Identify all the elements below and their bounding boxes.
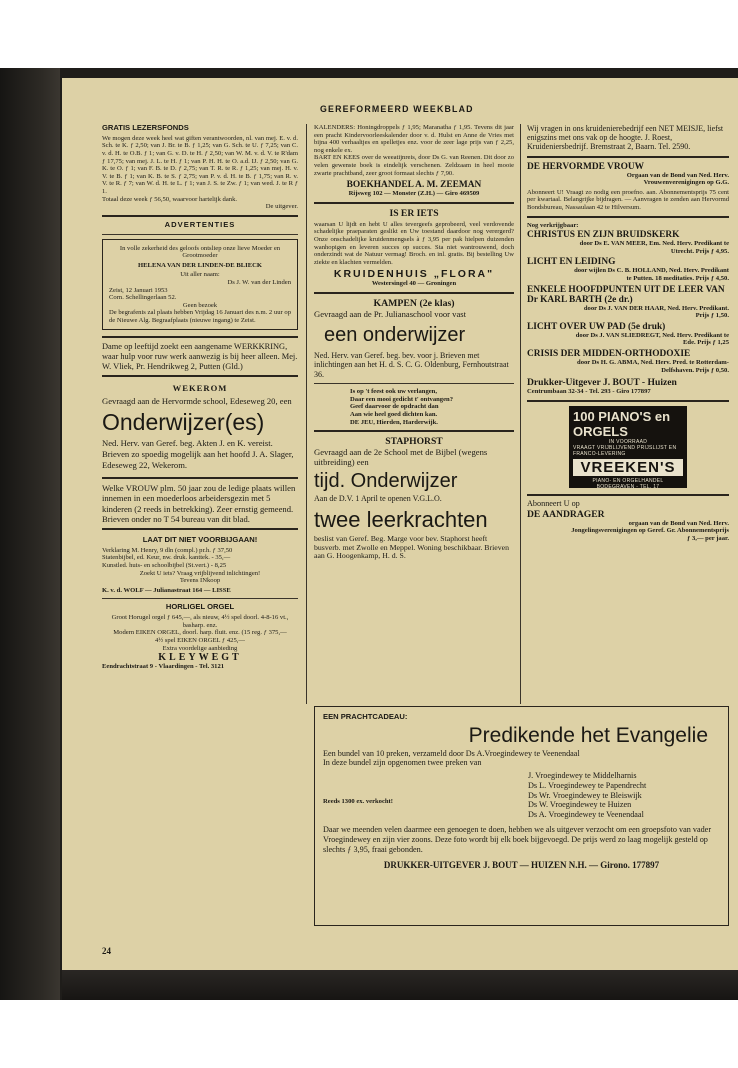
zeeman-name: BOEKHANDEL A. M. ZEEMAN	[346, 180, 482, 191]
iets-title: IS ER IETS	[389, 207, 439, 219]
divider	[102, 234, 298, 235]
laat-foot: K. v. d. WOLF — Julianastraat 164 — LISSE	[102, 586, 231, 594]
book-title: CRISIS DER MIDDEN-ORTHODOXIE	[527, 348, 691, 359]
laat-l1: Verklaring M. Henry, 9 dln (compl.) pr.h. ƒ 37,50	[102, 546, 233, 554]
feest-l2: Daar een mooi gedicht t' ontvangen?	[350, 395, 453, 403]
preacher-item: Ds L. Vroegindewey te Papendrecht	[528, 780, 647, 790]
orgel-addr: Eendrachtstraat 9 - Vlaardingen - Tel. 3121	[102, 663, 225, 671]
column-1	[102, 124, 298, 944]
death-burial: De begrafenis zal plaats hebben Vrijdag 16 Januari des n.m. 2 uur op de Nieuwe Alg. Begraafplaats (nieuwe ingang) te Zeist.	[109, 309, 291, 324]
book-item	[527, 230, 729, 255]
book-desc: door Ds E. VAN MEER, Em. Ned. Herv. Predikant te Utrecht. Prijs ƒ 4,95.	[579, 240, 729, 255]
orgel-l1: Groot Horugel orgel ƒ 645,—, als nieuw, 4½ spel doorl. 4-8-16 vt., basharp. enz.	[111, 614, 289, 629]
iets-body: waarsan U lijdt en hebt U alles tevergeefs geprobeerd, veel verdovende schadelijke praeparaten geslikt en Uw toestand daardoor nog verergerd? Onze onschadelijke kruidenmengsels à ƒ 3,95 per pak hielpen duizenden wanhopigen en leveren succes op succes. Sta niet wantrouwend, doch onderzindt wat de Natuur vermag! Broch. en inl. gratis. Bij bestelling Uw ziekte en klachten vermelden.	[314, 220, 514, 266]
staphorst-title: STAPHORST	[385, 436, 443, 448]
book-title: CHRISTUS EN ZIJN BRUIDSKERK	[527, 230, 680, 241]
piano-l4: PIANO- EN ORGELHANDEL	[592, 477, 664, 484]
aandrager-body: orgaan van de Bond van Ned. Herv. Jongelingsverenigingen op Geref. Gr. Abonnementsprijs ƒ 3,— per jaar.	[571, 519, 729, 542]
staphorst-body: beslist van Geref. Beg. Marge voor bev. Staphorst heeft busverb. met Zwolle en Meppel. Woning beschikbaar. Brieven aan G. Hoogenkamp, H. d. S.	[314, 533, 509, 561]
orgel-l3: 4½ spel EIKEN ORGEL ƒ 425,—	[154, 637, 246, 644]
feest-l3: Geef daarvoor de opdracht dan	[350, 403, 439, 411]
staphorst-big2: twee leerkrachten	[314, 506, 488, 532]
divider	[314, 202, 514, 204]
death-intro: In volle zekerheid des geloofs ontsliep onze lieve Moeder en Grootmoeder	[119, 244, 281, 260]
piano-name: VREEKEN'S	[573, 459, 683, 476]
piano-l2: IN VOORRAAD	[608, 438, 648, 445]
vrouw-sub: Orgaan van de Bond van Ned. Herv. Vrouwenverenigingen op G.G.	[626, 171, 729, 187]
gratis-title: GRATIS LEZERSFONDS	[102, 124, 189, 132]
divider	[102, 336, 298, 338]
book-title: ENKELE HOOFDPUNTEN UIT DE LEER VAN Dr KARL BARTH (2e dr.)	[527, 284, 725, 305]
aandrager-lead: Abonneert U op	[527, 498, 580, 508]
preacher-item: Ds Wr. Vroegindewey te Bleiswijk	[528, 790, 642, 800]
bart-ad: BART EN KEES over de weeatijnreis, door Ds G. van Reenen. Dit door zo velen gewenste boek is eindelijk verschenen. Zeldzaam in heel mooie zwarte prachtband, zeer groot formaat slechts ƒ 7,90.	[314, 154, 514, 177]
wide-sold-wrap	[323, 771, 528, 819]
feest-l5: DE JEU, Hierden, Harderwijk.	[350, 418, 438, 426]
wide-lead: EEN PRACHTCADEAU:	[323, 712, 408, 721]
page-number: 24	[102, 946, 111, 956]
kampen-title: KAMPEN (2e klas)	[373, 297, 455, 309]
divider	[102, 375, 298, 377]
death-visit: Geen bezoek	[182, 301, 218, 309]
book-desc: door Ds H. G. ABMA, Ned. Herv. Pred. te Rotterdam-Delfshaven. Prijs ƒ 0,50.	[577, 358, 729, 374]
preacher-item: Ds W. Vroegindewey te Huizen	[528, 800, 632, 810]
column-divider-2	[520, 124, 521, 704]
preacher-item: Ds A. Vroegindewey te Veenendaal	[528, 809, 644, 819]
laat-l3: Kunstled. huis- en schoolbijbel (St.vert.) - 8,25	[102, 562, 227, 570]
vrouw-body: Abonneert U! Vraagt zo nodig een proefno. aan. Abonnementsprijs 75 cent per kwartaal. Belangrijke bijdragen. — Aanvragen te zenden aan Hervormd Bondsbureau, Nassaulaan 42 te Hilversum.	[527, 188, 729, 211]
dame-ad: Dame op leeftijd zoekt een aangename WERKKRING, waar hulp voor ruw werk aanwezig is bij heer alleen. Mej. W. Vliek, Pr. Hendrikweg 2, Putten (Gld.)	[102, 342, 298, 371]
wekerom-body: Ned. Herv. van Geref. beg. Akten J. en K. vereist. Brieven zo spoedig mogelijk aan het hoofd J. A. Slager, Edeseweg 22, Wekerom.	[102, 438, 294, 471]
column-divider-1	[306, 124, 307, 704]
divider	[102, 598, 298, 599]
gratis-body: We mogen deze week heel wat giften verantwoorden, nl. van mej. E. v. d. Sch. te K. ƒ 2,50; van J. Br. te B. ƒ 1,25; van G. Sch. te U. ƒ 7,25; van C. v. d. H. te O.B. ƒ 1; van G. v. D. te H. ƒ 2,50; van W. M. v. d. V. te R'dam ƒ 17,75; van mej. J. L. te H. ƒ 1; van P. H. H. te O. a.d. IJ. ƒ 2,50; van G. K. te O. ƒ 1; van F. B. te D. ƒ 2,75; van T. R. te R. ƒ 1,25; van mej. H. v. V. te B. ƒ 1; van K. B. te S. ƒ 2,75; van P. v. d. H. te B. ƒ 1,75; van R. v. V. te R. ƒ 7; van W. d. H. te L. ƒ 1; van J. S. te Zw. ƒ 1; van wed. J. te R ƒ 1.	[102, 134, 298, 195]
wide-sub2: In deze bundel zijn opgenomen twee preken van	[323, 757, 482, 767]
column-3	[527, 124, 729, 702]
orgel-l2: Modern EIKEN ORGEL, doorl. harp. fluit. enz. (15 reg. ƒ 375,—	[113, 629, 287, 637]
divider	[102, 215, 298, 217]
book-desc: door Ds J. VAN DER HAAR, Ned. Herv. Predikant. Prijs ƒ 1,50.	[583, 304, 729, 320]
newspaper-page	[62, 78, 738, 970]
feest-l1: Is op 't feest ook uw verlangen,	[350, 388, 438, 396]
kampen-lead: Gevraagd aan de Pr. Julianaschool voor vast	[314, 308, 467, 319]
death-name: HELENA VAN DER LINDEN-DE BLIECK	[138, 261, 262, 269]
gratis-total: Totaal deze week ƒ 56,50, waarvoor hartelijk dank.	[102, 195, 238, 203]
orgel-l4: Extra voordelige aanbieding	[162, 644, 238, 652]
nog-label: Nog verkrijgbaar:	[527, 221, 579, 229]
staphorst-lead: Gevraagd aan de 2e School met de Bijbel (wegens uitbreiding) een	[314, 447, 488, 468]
preacher-list	[528, 771, 646, 819]
book-item	[527, 349, 729, 374]
staphorst-mid: Aan de D.V. 1 April te openen V.G.L.O.	[314, 494, 442, 504]
death-addr: Corn. Schellingerlaan 52.	[109, 294, 177, 302]
gratis-signed: De uitgever.	[265, 203, 298, 211]
piano-l3: VRAAGT VRIJBLIJVEND PRIJSLIJST EN FRANCO-LEVERING	[573, 444, 677, 457]
piano-ad	[569, 406, 687, 488]
book-item	[527, 285, 729, 320]
running-head: GEREFORMEERD WEEKBLAD	[320, 104, 474, 114]
staphorst-big: tijd. Onderwijzer	[314, 470, 458, 493]
book-title: LICHT OVER UW PAD (5e druk)	[527, 321, 666, 332]
death-place: Zeist, 12 Januari 1953	[109, 286, 168, 294]
wekerom-title: WEKEROM	[172, 383, 228, 394]
book-item	[527, 322, 729, 347]
wide-list-row	[323, 771, 720, 819]
wide-title: Predikende het Evangelie	[468, 723, 708, 747]
divider	[314, 430, 514, 432]
predikende-ad	[314, 706, 729, 926]
wekerom-big: Onderwijzer(es)	[102, 409, 265, 436]
zeeman-addr: Rijsweg 102 — Monster (Z.H.) — Giro 469509	[348, 190, 480, 198]
wide-foot: DRUKKER-UITGEVER J. BOUT — HUIZEN N.H. — Girono. 177897	[383, 860, 660, 871]
divider	[102, 528, 298, 530]
bout-name: Drukker-Uitgever J. BOUT - Huizen	[527, 377, 677, 389]
feest-l4: Aan wie heel goed dichten kan.	[350, 410, 438, 418]
laat-l5: Tevens INkoop	[179, 577, 221, 585]
flora-name: KRUIDENHUIS „FLORA"	[333, 268, 495, 281]
book-desc: door wijlen Ds C. B. HOLLAND, Ned. Herv. Predikant te Putten. 18 meditaties. Prijs ƒ 4,50.	[574, 267, 729, 282]
book-desc: door Ds J. VAN SLIEDREGT, Ned. Herv. Predikant te Ede. Prijs ƒ 1,25	[575, 331, 729, 347]
divider	[314, 292, 514, 294]
laat-l4: Zoekt U iets? Vraag vrijblijvend inlichtingen!	[139, 569, 261, 577]
divider	[314, 383, 514, 384]
bout-addr: Centrumbaan 32-34 - Tel. 293 - Giro 177897	[527, 388, 651, 396]
feest-ad	[314, 388, 514, 426]
orgel-name: KLEYWEGT	[158, 652, 242, 664]
orgel-title: HORLIGEL ORGEL	[165, 602, 235, 612]
kampen-big: een onderwijzer	[324, 323, 466, 346]
scan-bottom-shadow	[62, 970, 738, 1000]
divider	[527, 494, 729, 496]
laat-l2: Statenbijbel, ed. Keur, nw. druk. kanttek. - 35,—	[102, 554, 231, 562]
aandrager-title: DE AANDRAGER	[527, 508, 605, 520]
wide-sub1: Een bundel van 10 preken, verzameld door Ds A.Vroegindewey te Veenendaal	[323, 748, 580, 758]
piano-l1: 100 PIANO'S en ORGELS	[573, 408, 671, 439]
vrouw-title: DE HERVORMDE VROUW	[527, 161, 645, 172]
divider	[527, 216, 729, 218]
death-notice	[102, 239, 298, 331]
book-list	[527, 230, 729, 374]
advertenties-heading: ADVERTENTIES	[164, 219, 236, 229]
preacher-item: J. Vroegindewey te Middelharnis	[528, 771, 637, 781]
kruiden-ad: Wij vragen in ons kruidenierebedrijf een NET MEISJE, liefst enigszins met ons vak op de hoogte. J. Roest, Kruideniersbedrijf. Bremstraat 2, Baarn. Tel. 2590.	[527, 124, 724, 152]
divider	[527, 400, 729, 402]
laat-title: LAAT DIT NIET VOORBIJGAAN!	[142, 535, 258, 545]
vrouw-ad: Welke VROUW plm. 50 jaar zou de ledige plaats willen innemen in een moederloos arbeidersgezin met 5 kinderen (2 reeds in betrekking). Zeer ernstig gemeend. Brieven onder no T 54 bureau van dit blad.	[102, 483, 296, 524]
divider	[102, 477, 298, 479]
book-title: LICHT EN LEIDING	[527, 257, 616, 268]
piano-l5: BODEGRAVEN - TEL. 17	[596, 483, 660, 490]
column-2	[314, 124, 514, 702]
death-sub: Uit aller naam:	[180, 271, 220, 279]
kalenders-ad: KALENDERS: Honingdroppels ƒ 1,95; Maranatha ƒ 1,95. Tevens dit jaar een pracht Kindervoorleeskalender door v. d. Hulst en Anne de Vries met bijna 400 verhaaltjes en spelletjes enz. voor de zeer lage prijs van ƒ 2,25, nog enkele ex.	[314, 124, 514, 154]
kampen-body: Ned. Herv. van Geref. beg. bev. voor j. Brieven met inlichtingen aan het H. d. S. C. G. Oldenburg, Fernhoutstraat 36.	[314, 350, 509, 379]
book-item	[527, 257, 729, 282]
wide-body: Daar we meenden velen daarmee een genoegen te doen, hebben we als uitgever verzocht om een groepsfoto van vader Vroegindewey en zijn vier zoons. Deze foto wordt bij elk boek bijgevoegd. De prijs werd zo laag mogelijk gesteld op slechts ƒ 3,95, fraai gebonden.	[323, 825, 712, 854]
flora-addr: Westersingel 40 — Groningen	[371, 280, 457, 288]
wekerom-lead: Gevraagd aan de Hervormde school, Edeseweg 20, een	[102, 396, 292, 407]
death-signer: Ds J. W. van der Linden	[227, 278, 291, 286]
book-spine-shadow	[0, 68, 60, 1000]
wide-sold: Reeds 1300 ex. verkocht!	[323, 797, 393, 805]
divider	[527, 156, 729, 158]
